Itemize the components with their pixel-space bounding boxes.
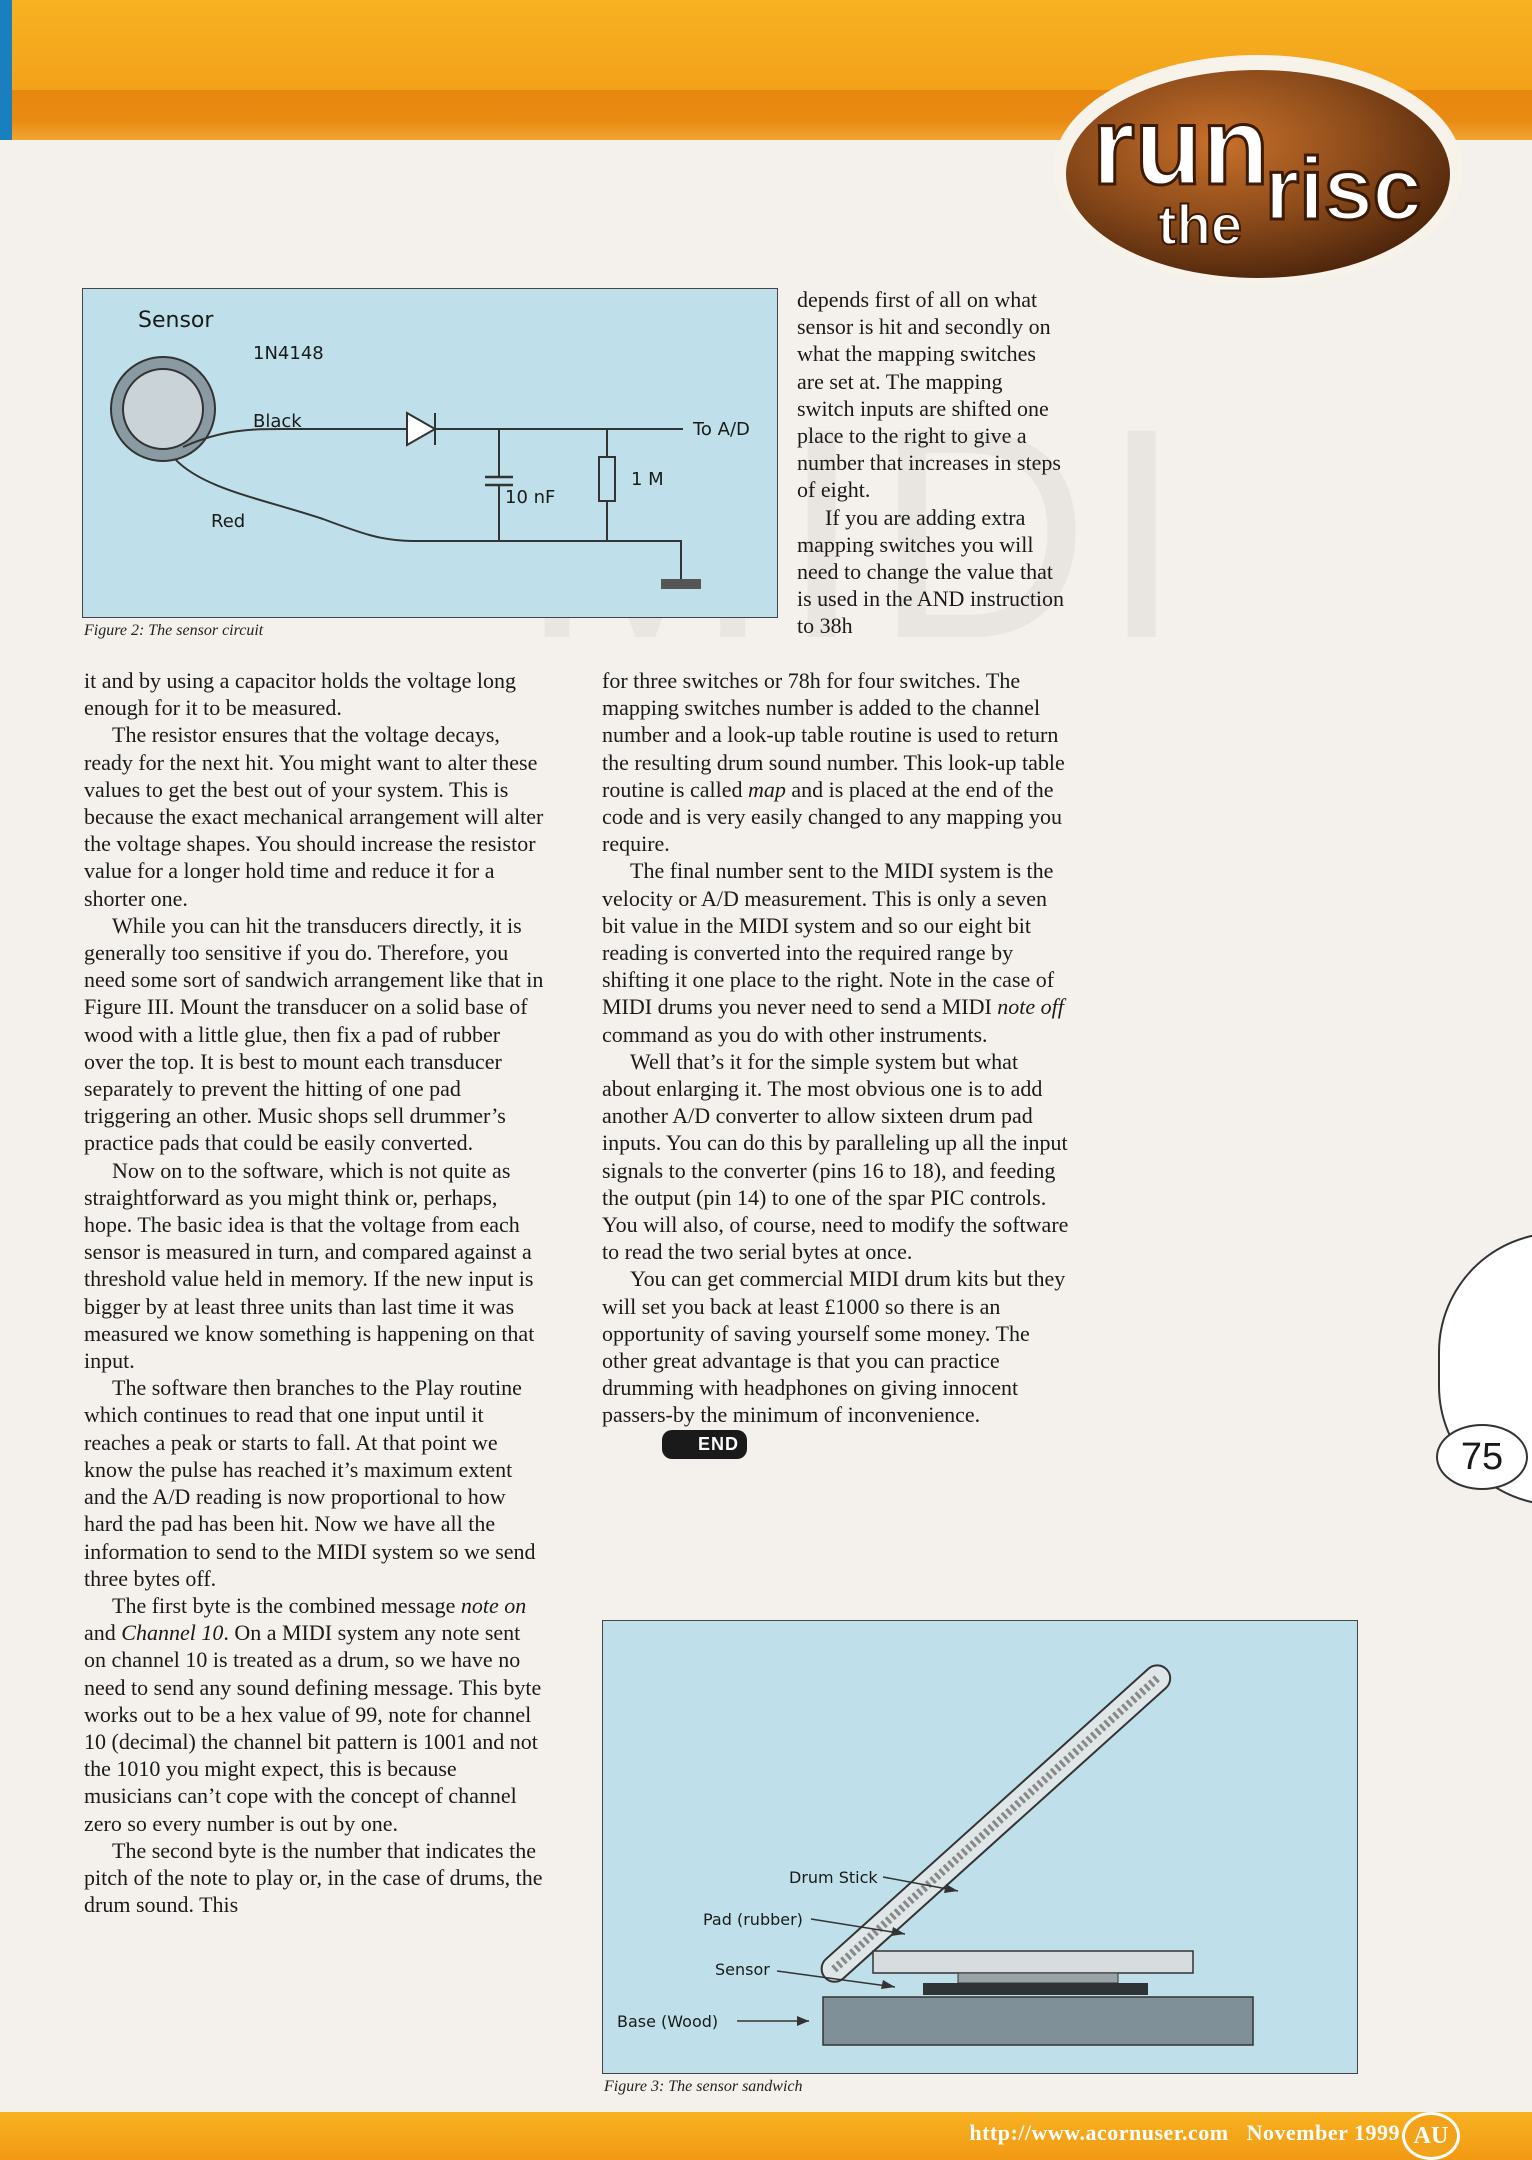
sensor-label: Sensor	[138, 308, 214, 333]
page-number: 75	[1436, 1424, 1528, 1490]
footer-url[interactable]: http://www.acornuser.com	[969, 2120, 1229, 2145]
footer-text	[920, 2120, 1400, 2146]
sensor-disc-inner	[123, 369, 203, 449]
col1-paragraph-6: The first byte is the combined message note on and Channel 10. On a MIDI system any note sent on channel 10 is treated as a drum, so we have no need to send any sound defining message. This byte works out to be a hex value of 99, note for channel 10 (decimal) the channel bit pattern is 1001 and not the 1010 you might expect, this is because musicians can’t cope with the concept of channel zero so every number is out by one.	[84, 1592, 542, 1836]
col1-paragraph-1: it and by using a capacitor holds the voltage long enough for it to be measured.	[84, 668, 516, 721]
col2-top-paragraph-1: depends first of all on what sensor is hit and secondly on what the mapping switches are set at. The mapping switch inputs are shifted one place to the right to give a number that increases in steps of eight.	[797, 287, 1061, 503]
column-2-top	[797, 286, 1065, 640]
base-label: Base (Wood)	[617, 2012, 719, 2031]
column-2	[602, 667, 1072, 1459]
col2-paragraph-4: Well that’s it for the simple system but what about enlarging it. The most obvious one is to add another A/D converter to allow sixteen drum pad inputs. You can do this by paralleling up all the input signals to the converter (pins 16 to 18), and feeding the output (pin 14) to one of the spar PIC controls. You will also, of course, need to modify the software to read the two serial bytes at once.	[602, 1048, 1069, 1265]
figure-3-sensor-sandwich	[602, 1620, 1358, 2074]
figure-3-caption: Figure 3: The sensor sandwich	[604, 2078, 803, 2095]
sensor-label: Sensor	[715, 1960, 770, 1979]
red-wire-label: Red	[211, 511, 246, 532]
sandwich-diagram	[603, 1621, 1357, 2073]
red-wire	[175, 459, 681, 579]
col2-paragraph-5: You can get commercial MIDI drum kits but they will set you back at least £1000 so there is an opportunity of saving yourself some money. The other great advantage is that you can practice drumming with headphones on giving innocent passers-by the minimum of inconvenience.END	[602, 1265, 1072, 1459]
footer-date: November 1999	[1246, 2120, 1400, 2145]
end-badge: END	[662, 1430, 747, 1459]
rubber-pad	[873, 1951, 1193, 1973]
col1-paragraph-4: Now on to the software, which is not quite as straightforward as you might think or, perhaps, hope. The basic idea is that the voltage from each sensor is measured in turn, and compared against a threshold value held in memory. If the new input is bigger by at least three units than last time it was measured we know something is happening on that input.	[84, 1157, 535, 1374]
logo-word-the: the	[1158, 193, 1242, 256]
drum-stick	[816, 1660, 1175, 1987]
drum-stick-label: Drum Stick	[789, 1868, 878, 1887]
col1-paragraph-3: While you can hit the transducers directly, it is generally too sensitive if you do. Therefore, you need some sort of sandwich arrangement like that in Figure III. Mount the transducer on a solid base of wood with a little glue, then fix a pad of rubber over the top. It is best to mount each transducer separately to prevent the hitting of one pad triggering an other. Music shops sell drummer’s practice pads that could be easily converted.	[84, 912, 544, 1156]
col1-paragraph-2: The resistor ensures that the voltage decays, ready for the next hit. You might want to alter these values to get the best out of your system. This is because the exact mechanical arrangement will alter the voltage shapes. You should increase the resistor value for a longer hold time and reduce it for a shorter one.	[84, 722, 544, 911]
figure-2-caption: Figure 2: The sensor circuit	[84, 622, 264, 639]
resistor-symbol	[599, 457, 615, 501]
col1-paragraph-7: The second byte is the number that indicates the pitch of the note to play or, in the case of drums, the drum sound. This	[84, 1837, 543, 1918]
capacitor-label: 10 nF	[505, 487, 556, 508]
sensor-disc	[923, 1983, 1148, 1995]
figure-2-sensor-circuit	[82, 288, 778, 618]
diode-symbol	[407, 413, 435, 445]
col1-paragraph-5: The software then branches to the Play routine which continues to read that one input until it reaches a peak or starts to fall. At that point we know the pulse has reached it’s maximum extent and the A/D reading is now proportional to how hard the pad has been hit. Now we have all the information to send to the MIDI system so we send three bytes off.	[84, 1375, 536, 1591]
logo-word-run: run	[1092, 85, 1270, 208]
diode-label: 1N4148	[253, 343, 324, 364]
pad-label: Pad (rubber)	[703, 1910, 803, 1929]
col2-paragraph-2-continued: for three switches or 78h for four switches. The mapping switches number is added to the channel number and a look-up table routine is used to return the resulting drum sound number. This look-up table routine is called map and is placed at the end of the code and is very easily changed to any mapping you require.	[602, 668, 1065, 857]
circuit-diagram	[83, 289, 777, 617]
col2-top-paragraph-2: If you are adding extra mapping switches you will need to change the value that is used in the AND instruction to 38h	[797, 504, 1065, 639]
sensor-element	[958, 1973, 1118, 1983]
wood-base	[823, 1997, 1253, 2045]
resistor-label: 1 M	[631, 469, 664, 490]
to-ad-label: To A/D	[693, 419, 750, 440]
section-logo	[1040, 34, 1472, 306]
header-left-bar	[0, 0, 12, 140]
acorn-user-logo: AU	[1402, 2112, 1460, 2160]
col2-paragraph-3: The final number sent to the MIDI system is the velocity or A/D measurement. This is only a seven bit value in the MIDI system and so our eight bit reading is converted into the required range by shifting it one place to the right. Note in the case of MIDI drums you never need to send a MIDI note off command as you do with other instruments.	[602, 858, 1064, 1047]
column-1	[84, 667, 544, 1918]
ground-symbol	[661, 579, 701, 589]
black-wire-label: Black	[253, 411, 302, 432]
logo-word-risc: risc	[1265, 139, 1422, 238]
